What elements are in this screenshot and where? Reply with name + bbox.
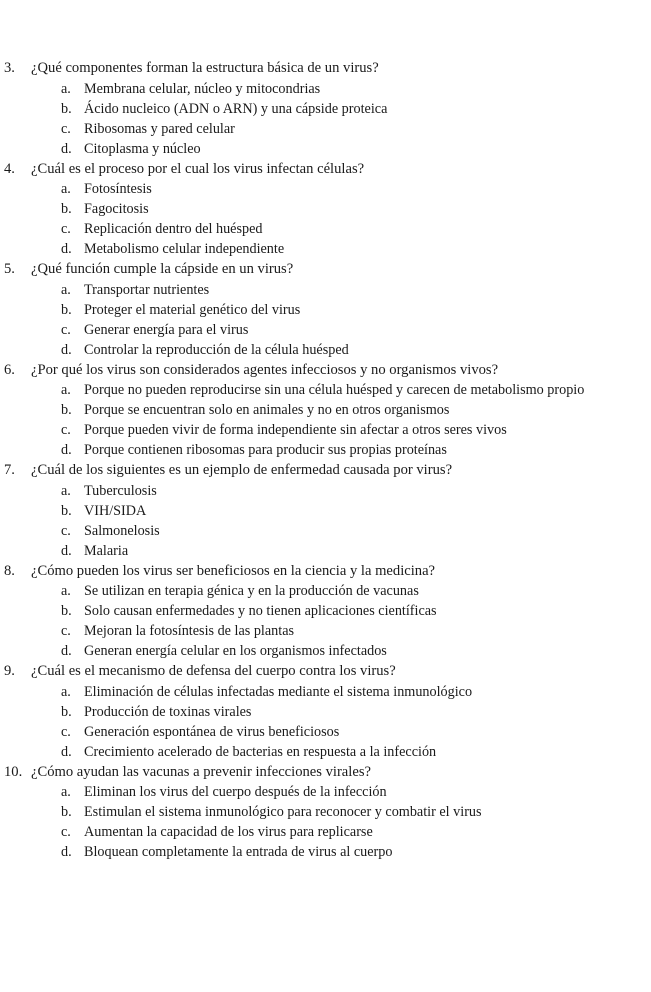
answer-option [0, 139, 624, 159]
option-text: Proteger el material genético del virus [84, 301, 301, 318]
answer-option [0, 822, 624, 842]
question-line [0, 259, 651, 280]
question-line [0, 762, 651, 783]
answer-option [0, 99, 624, 119]
answer-option [0, 199, 624, 219]
question-number: 9. [4, 663, 15, 679]
option-letter: d. [61, 844, 72, 860]
question-text: ¿Qué función cumple la cápside en un virus? [31, 261, 294, 277]
answer-option [0, 702, 624, 722]
option-text: Membrana celular, núcleo y mitocondrias [84, 80, 321, 97]
option-letter: b. [61, 703, 72, 720]
answer-option [0, 682, 624, 702]
option-letter: d. [61, 341, 72, 358]
option-text: VIH/SIDA [84, 502, 147, 519]
option-letter: b. [61, 402, 72, 418]
question-block [0, 58, 651, 159]
option-text: Eliminan los virus del cuerpo después de la infección [84, 784, 387, 800]
option-letter: d. [61, 140, 72, 157]
question-line [0, 661, 651, 682]
answer-option [0, 722, 624, 742]
option-text: Porque pueden vivir de forma independiente sin afectar a otros seres vivos [84, 422, 507, 438]
option-text: Salmonelosis [84, 522, 160, 539]
question-number: 3. [4, 60, 15, 76]
question-text: ¿Cuál de los siguientes es un ejemplo de enfermedad causada por virus? [31, 462, 453, 478]
question-block [0, 561, 651, 662]
answer-option [0, 420, 624, 440]
question-block [0, 259, 651, 360]
option-text: Transportar nutrientes [84, 281, 210, 298]
option-text: Generación espontánea de virus beneficiosos [84, 723, 340, 740]
answer-option [0, 320, 624, 340]
option-letter: b. [61, 100, 72, 117]
question-line [0, 460, 651, 481]
option-letter: b. [61, 201, 72, 217]
option-text: Crecimiento acelerado de bacterias en respuesta a la infección [84, 743, 437, 760]
option-text: Ribosomas y pared celular [84, 120, 235, 137]
option-text: Generan energía celular en los organismos infectados [84, 643, 387, 659]
option-text: Tuberculosis [84, 482, 157, 499]
option-letter: a. [61, 80, 71, 97]
question-number: 4. [4, 160, 15, 177]
option-text: Mejoran la fotosíntesis de las plantas [84, 623, 295, 639]
answer-option [0, 239, 624, 259]
answer-option [0, 481, 624, 501]
option-letter: c. [61, 723, 71, 740]
option-letter: a. [61, 382, 71, 398]
question-text: ¿Cómo ayudan las vacunas a prevenir infecciones virales? [31, 763, 371, 780]
question-block [0, 159, 651, 260]
option-text: Generar energía para el virus [84, 321, 249, 338]
answer-option [0, 782, 624, 802]
option-letter: d. [61, 442, 72, 458]
question-number: 7. [4, 462, 15, 478]
option-letter: d. [61, 643, 72, 659]
answer-option [0, 280, 624, 300]
answer-option [0, 621, 624, 641]
question-line [0, 561, 651, 582]
question-text: ¿Por qué los virus son considerados agentes infecciosos y no organismos vivos? [31, 361, 499, 378]
question-block [0, 762, 651, 863]
answer-option [0, 521, 624, 541]
option-text: Aumentan la capacidad de los virus para replicarse [84, 824, 373, 840]
option-text: Citoplasma y núcleo [84, 140, 201, 157]
option-text: Porque contienen ribosomas para producir sus propias proteínas [84, 442, 447, 458]
answer-option [0, 400, 624, 420]
option-text: Replicación dentro del huésped [84, 221, 263, 237]
option-text: Se utilizan en terapia génica y en la producción de vacunas [84, 583, 419, 599]
option-letter: b. [61, 603, 72, 619]
option-letter: c. [61, 321, 71, 338]
question-block [0, 360, 651, 461]
question-number: 6. [4, 361, 15, 378]
option-letter: c. [61, 623, 71, 639]
answer-option [0, 440, 624, 460]
answer-option [0, 219, 624, 239]
option-text: Bloquean completamente la entrada de virus al cuerpo [84, 844, 393, 860]
option-letter: c. [61, 422, 71, 438]
question-block [0, 661, 651, 762]
option-letter: c. [61, 522, 71, 539]
option-letter: a. [61, 683, 71, 700]
option-letter: a. [61, 583, 71, 599]
question-line [0, 58, 651, 79]
option-letter: a. [61, 784, 71, 800]
question-text: ¿Cuál es el mecanismo de defensa del cuerpo contra los virus? [31, 663, 396, 679]
option-text: Fagocitosis [84, 201, 149, 217]
answer-option [0, 380, 624, 400]
answer-option [0, 501, 624, 521]
option-letter: a. [61, 181, 71, 197]
answer-option [0, 802, 624, 822]
option-text: Porque no pueden reproducirse sin una célula huésped y carecen de metabolismo propio [84, 382, 585, 398]
option-letter: a. [61, 281, 71, 298]
option-text: Porque se encuentran solo en animales y no en otros organismos [84, 402, 450, 418]
option-text: Metabolismo celular independiente [84, 241, 285, 257]
option-letter: c. [61, 120, 71, 137]
option-letter: d. [61, 241, 72, 257]
option-letter: b. [61, 502, 72, 519]
answer-option [0, 340, 624, 360]
option-letter: c. [61, 824, 71, 840]
option-letter: b. [61, 301, 72, 318]
question-number: 5. [4, 261, 15, 277]
option-letter: c. [61, 221, 71, 237]
option-text: Producción de toxinas virales [84, 703, 252, 720]
option-letter: b. [61, 804, 72, 820]
question-line [0, 159, 651, 180]
answer-option [0, 300, 624, 320]
option-text: Controlar la reproducción de la célula huésped [84, 341, 349, 358]
answer-option [0, 119, 624, 139]
question-line [0, 360, 651, 381]
quiz-document [0, 58, 651, 862]
question-block [0, 460, 651, 561]
option-text: Malaria [84, 542, 129, 559]
answer-option [0, 641, 624, 661]
question-text: ¿Qué componentes forman la estructura básica de un virus? [31, 60, 379, 76]
question-number: 8. [4, 562, 15, 579]
answer-option [0, 842, 624, 862]
answer-option [0, 601, 624, 621]
option-text: Solo causan enfermedades y no tienen aplicaciones científicas [84, 603, 437, 619]
answer-option [0, 79, 624, 99]
answer-option [0, 541, 624, 561]
option-letter: d. [61, 542, 72, 559]
option-letter: d. [61, 743, 72, 760]
option-text: Fotosíntesis [84, 181, 152, 197]
answer-option [0, 742, 624, 762]
option-text: Eliminación de células infectadas mediante el sistema inmunológico [84, 683, 473, 700]
answer-option [0, 581, 624, 601]
question-text: ¿Cómo pueden los virus ser beneficiosos en la ciencia y la medicina? [31, 562, 436, 579]
answer-option [0, 179, 624, 199]
option-text: Ácido nucleico (ADN o ARN) y una cápside proteica [84, 100, 388, 117]
question-number: 10. [4, 763, 23, 780]
question-text: ¿Cuál es el proceso por el cual los virus infectan células? [31, 160, 365, 177]
option-letter: a. [61, 482, 71, 499]
option-text: Estimulan el sistema inmunológico para reconocer y combatir el virus [84, 804, 482, 820]
